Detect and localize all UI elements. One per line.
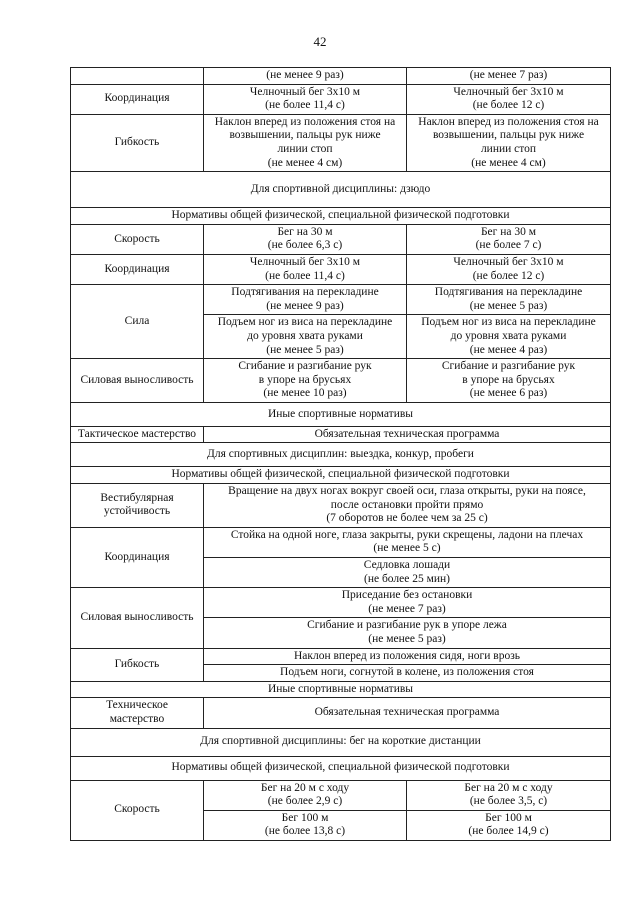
table-row: [71, 681, 611, 698]
cell-line: Гибкость: [114, 657, 160, 670]
cell-line: Наклон вперед из положения стоя на: [214, 115, 396, 128]
cell-line: мастерство: [109, 712, 165, 725]
table-row: [71, 224, 611, 254]
cell-line: (не менее 9 раз): [266, 69, 344, 81]
cell-line: Техническое: [106, 699, 168, 712]
cell-line: Силовая выносливость: [80, 373, 194, 386]
cell-line: (7 оборотов не более чем за 25 с): [326, 512, 488, 525]
cell-line: (не более 25 мин): [363, 572, 451, 585]
cell-line: (не менее 4 см): [267, 156, 343, 169]
cell-line: устойчивость: [103, 505, 171, 518]
cell-line: Для спортивных дисциплин: выездка, конкур, пробеги: [207, 448, 474, 461]
cell-line: Челночный бег 3х10 м: [453, 85, 564, 98]
cell-line: Вращение на двух ногах вокруг своей оси, глаза открыты, руки на поясе,: [228, 485, 586, 498]
norm-value-left: [204, 315, 407, 359]
cell-line: Для спортивной дисциплины: бег на короткие дистанции: [200, 735, 481, 748]
table-row: [71, 780, 611, 810]
cell-line: в упоре на брусьях: [462, 373, 555, 386]
section-heading: [71, 443, 611, 467]
cell-line: Координация: [104, 550, 170, 563]
cell-line: Сгибание и разгибание рук в упоре лежа: [307, 619, 507, 632]
category-label: [71, 68, 204, 85]
cell-line: возвышении, пальцы рук ниже: [229, 129, 381, 142]
norm-value-right: [407, 359, 611, 403]
section-heading: [71, 728, 611, 756]
norm-value-right: [407, 780, 611, 810]
cell-line: (не менее 6 раз): [469, 387, 548, 400]
cell-line: Бег на 30 м: [480, 225, 537, 238]
cell-line: (не более 11,4 с): [265, 99, 345, 112]
table-row: [71, 756, 611, 780]
cell-line: Сгибание и разгибание рук: [441, 360, 576, 373]
cell-line: Бег на 20 м с ходу: [260, 781, 350, 794]
section-heading: [71, 208, 611, 225]
norm-value: [204, 588, 611, 618]
cell-line: Нормативы общей физической, специальной физической подготовки: [171, 209, 510, 222]
norm-value: [204, 558, 611, 588]
cell-line: (не менее 7 раз): [469, 69, 548, 81]
cell-line: (не более 11,4 с): [265, 269, 345, 282]
table-row: [71, 84, 611, 114]
section-heading: [71, 402, 611, 426]
cell-line: Сила: [124, 314, 150, 327]
cell-line: Обязательная техническая программа: [314, 706, 500, 719]
cell-line: возвышении, пальцы рук ниже: [432, 129, 585, 142]
category-label: [71, 426, 204, 443]
norm-value-right: [407, 285, 611, 315]
category-label: [71, 527, 204, 587]
cell-line: Подтягивания на перекладине: [231, 286, 379, 299]
cell-line: после остановки пройти прямо: [330, 498, 484, 511]
cell-line: (не менее 10 раз): [263, 387, 347, 400]
table-row: [71, 648, 611, 665]
cell-line: Нормативы общей физической, специальной физической подготовки: [171, 761, 510, 774]
cell-line: Бег на 30 м: [277, 225, 333, 238]
cell-line: Бег на 20 м с ходу: [464, 781, 553, 794]
cell-line: Тактическое мастерство: [77, 427, 197, 440]
category-label: [71, 285, 204, 359]
cell-line: Иные спортивные нормативы: [267, 682, 414, 695]
standards-table-body: [71, 68, 611, 841]
cell-line: (не более 12 с): [472, 269, 545, 282]
section-heading: [71, 467, 611, 484]
cell-line: Челночный бег 3х10 м: [453, 255, 564, 268]
norm-value-left: [204, 359, 407, 403]
cell-line: Подтягивания на перекладине: [434, 286, 583, 299]
cell-line: Подъем ноги, согнутой в колене, из положения стоя: [280, 666, 534, 679]
cell-line: Наклон вперед из положения сидя, ноги врозь: [293, 649, 521, 662]
cell-line: Наклон вперед из положения стоя на: [418, 115, 599, 128]
category-label: [71, 254, 204, 284]
category-label: [71, 359, 204, 403]
cell-line: (не более 12 с): [472, 99, 545, 112]
norm-value-left: [204, 285, 407, 315]
category-label: [71, 84, 204, 114]
cell-line: (не более 7 с): [475, 239, 542, 252]
table-row: [71, 426, 611, 443]
table-row: [71, 402, 611, 426]
category-label: [71, 114, 204, 171]
category-label: [71, 588, 204, 648]
category-label: [71, 780, 204, 840]
cell-line: (не менее 9 раз): [266, 299, 344, 312]
norm-value-left: [204, 254, 407, 284]
category-label: [71, 648, 204, 681]
cell-line: (не менее 4 см): [471, 156, 546, 169]
table-row: [71, 254, 611, 284]
cell-line: (не менее 5 с): [373, 542, 441, 555]
table-row: [71, 443, 611, 467]
norm-value: [204, 527, 611, 557]
norm-value-left: [204, 84, 407, 114]
cell-line: Челночный бег 3х10 м: [249, 255, 361, 268]
cell-line: Координация: [104, 262, 170, 275]
table-row: [71, 467, 611, 484]
category-label: [71, 224, 204, 254]
table-row: [71, 698, 611, 728]
norm-value: [204, 698, 611, 728]
norm-value-left: [204, 114, 407, 171]
cell-line: (не менее 4 раз): [469, 343, 548, 356]
cell-line: (не менее 5 раз): [368, 633, 446, 645]
section-heading: [71, 756, 611, 780]
section-heading: [71, 681, 611, 698]
cell-line: (не более 13,8 с): [264, 825, 346, 838]
cell-line: Обязательная техническая программа: [314, 427, 500, 440]
norm-value-left: [204, 224, 407, 254]
cell-line: до уровня хвата руками: [450, 329, 567, 342]
cell-line: Для спортивной дисциплины: дзюдо: [250, 182, 431, 195]
cell-line: (не более 6,3 с): [267, 239, 343, 252]
norm-value-right: [407, 254, 611, 284]
norm-value-left: [204, 68, 407, 85]
table-row: [71, 588, 611, 618]
table-row: [71, 114, 611, 171]
category-label: [71, 484, 204, 528]
norm-value-right: [407, 68, 611, 85]
cell-line: Нормативы общей физической, специальной физической подготовки: [171, 468, 510, 481]
cell-line: (не более 3,5, с): [469, 795, 548, 808]
norm-value-right: [407, 114, 611, 171]
cell-line: Подъем ног из виса на перекладине: [217, 316, 393, 329]
cell-line: Координация: [104, 92, 170, 105]
page-number: 42: [313, 34, 327, 49]
norm-value-right: [407, 810, 611, 840]
norm-value: [204, 618, 611, 648]
standards-table: [70, 67, 611, 841]
norm-value: [204, 665, 611, 682]
norm-value: [204, 648, 611, 665]
cell-line: Сгибание и разгибание рук: [238, 360, 372, 373]
cell-line: Бег 100 м: [485, 811, 532, 824]
table-row: [71, 527, 611, 557]
cell-line: Иные спортивные нормативы: [267, 407, 414, 420]
section-heading: [71, 172, 611, 208]
table-row: [71, 68, 611, 85]
cell-line: линии стоп: [277, 142, 333, 155]
cell-line: Гибкость: [114, 136, 160, 149]
cell-line: до уровня хвата руками: [247, 329, 363, 342]
table-row: [71, 359, 611, 403]
cell-line: (не менее 5 раз): [266, 343, 344, 356]
cell-line: (не более 2,9 с): [267, 795, 343, 808]
norm-value-right: [407, 84, 611, 114]
cell-line: (не более 14,9 с): [468, 825, 549, 838]
cell-line: Седловка лошади: [363, 559, 451, 572]
cell-line: линии стоп: [480, 142, 537, 155]
cell-line: Скорость: [114, 803, 160, 816]
norm-value-right: [407, 224, 611, 254]
cell-line: Силовая выносливость: [80, 611, 194, 624]
norm-value-left: [204, 780, 407, 810]
cell-line: Челночный бег 3х10 м: [249, 85, 361, 98]
cell-line: в упоре на брусьях: [258, 373, 352, 386]
cell-line: (не менее 5 раз): [469, 299, 548, 312]
table-row: [71, 484, 611, 528]
cell-line: Стойка на одной ноге, глаза закрыты, руки скрещены, ладони на плечах: [230, 528, 584, 541]
cell-line: (не менее 7 раз): [368, 602, 446, 615]
table-row: [71, 208, 611, 225]
cell-line: Бег 100 м: [281, 811, 329, 824]
cell-line: Приседание без остановки: [341, 589, 473, 602]
table-row: [71, 172, 611, 208]
table-row: [71, 728, 611, 756]
norm-value-left: [204, 810, 407, 840]
cell-line: Вестибулярная: [100, 491, 174, 504]
cell-line: Скорость: [114, 232, 160, 245]
category-label: [71, 698, 204, 728]
norm-value: [204, 484, 611, 528]
table-row: [71, 285, 611, 315]
norm-value-right: [407, 315, 611, 359]
cell-line: Подъем ног из виса на перекладине: [421, 316, 596, 329]
norm-value: [204, 426, 611, 443]
